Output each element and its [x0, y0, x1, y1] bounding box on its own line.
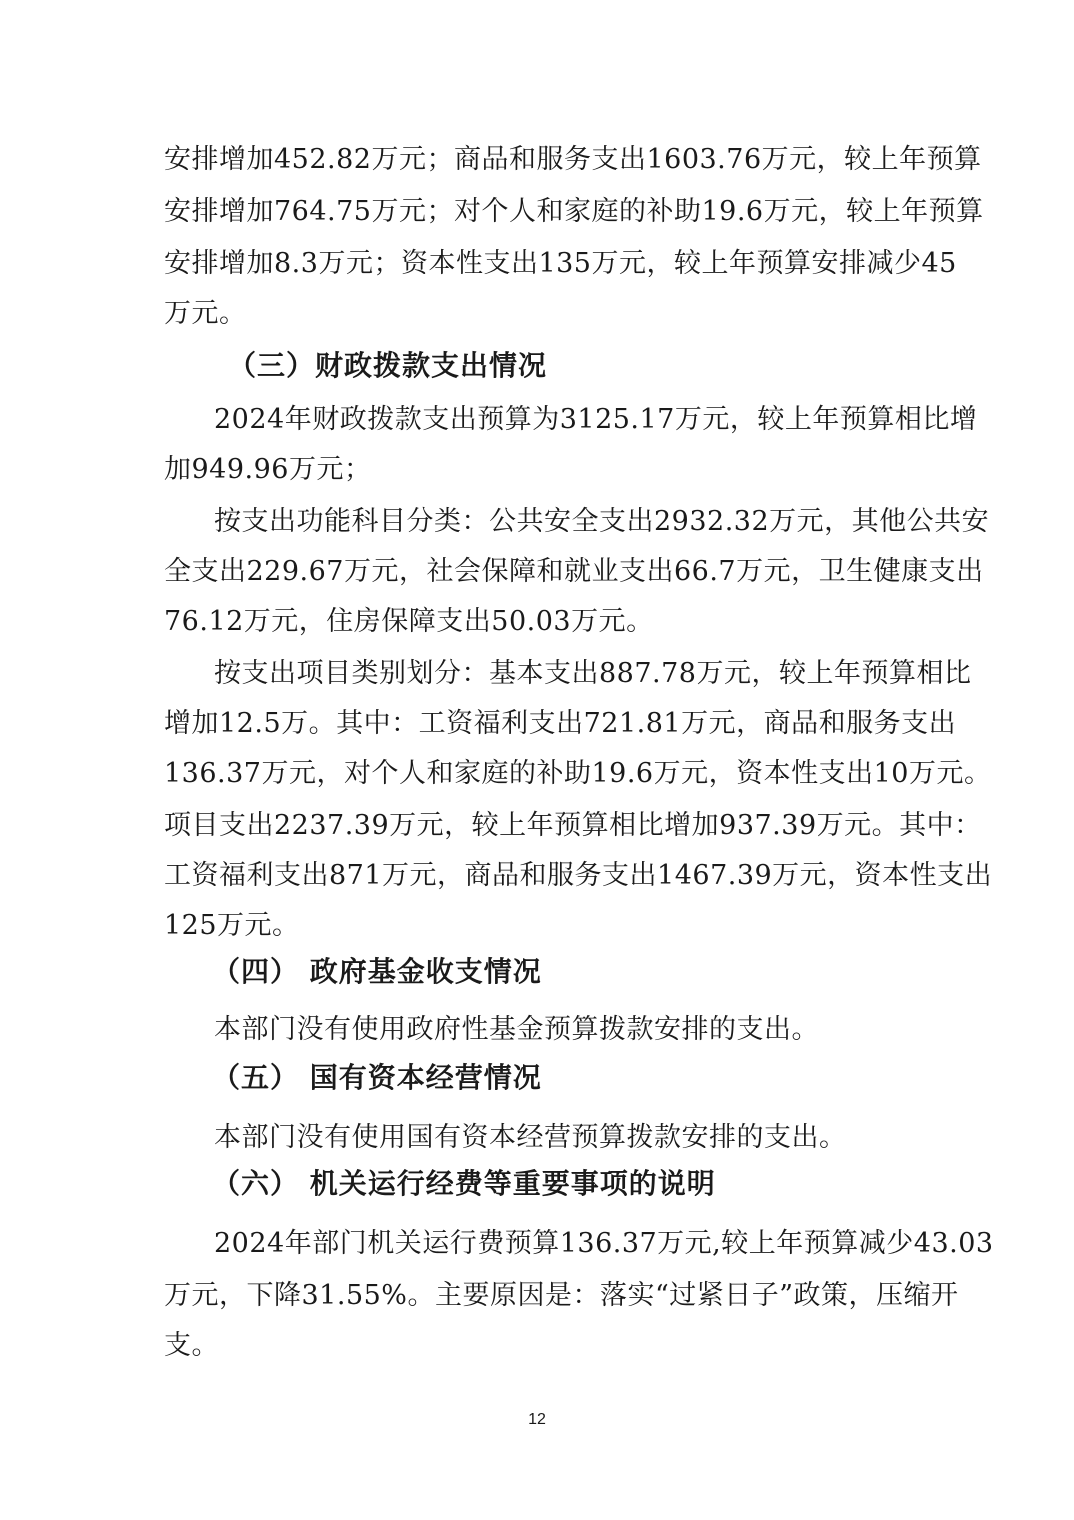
paragraph-line: 项目支出2237.39万元，较上年预算相比增加937.39万元。其中：	[164, 810, 982, 841]
section-heading: （三）财政拨款支出情况	[228, 349, 548, 382]
paragraph-line: 按支出项目类别划分：基本支出887.78万元，较上年预算相比	[214, 658, 972, 689]
paragraph-line: 按支出功能科目分类：公共安全支出2932.32万元，其他公共安	[214, 506, 990, 537]
paragraph-line: 本部门没有使用政府性基金预算拨款安排的支出。	[214, 1014, 819, 1045]
paragraph-line: 全支出229.67万元，社会保障和就业支出66.7万元，卫生健康支出	[164, 556, 984, 587]
paragraph-line: 2024年部门机关运行费预算136.37万元,较上年预算减少43.03	[214, 1228, 994, 1259]
paragraph-line: 万元。	[164, 298, 247, 329]
paragraph-line: 安排增加8.3万元；资本性支出135万元，较上年预算安排减少45	[164, 248, 957, 279]
paragraph-line: 增加12.5万。其中：工资福利支出721.81万元，商品和服务支出	[164, 708, 957, 739]
section-heading: （四） 政府基金收支情况	[212, 955, 542, 988]
paragraph-line: 工资福利支出871万元，商品和服务支出1467.39万元，资本性支出	[164, 860, 993, 891]
paragraph-line: 本部门没有使用国有资本经营预算拨款安排的支出。	[214, 1122, 847, 1153]
paragraph-line: 125万元。	[164, 910, 300, 941]
page-number: 12	[528, 1411, 546, 1428]
paragraph-line: 安排增加764.75万元；对个人和家庭的补助19.6万元，较上年预算	[164, 196, 984, 227]
paragraph-line: 2024年财政拨款支出预算为3125.17万元，较上年预算相比增	[214, 404, 978, 435]
paragraph-line: 136.37万元，对个人和家庭的补助19.6万元，资本性支出10万元。	[164, 758, 992, 789]
section-heading: （五） 国有资本经营情况	[212, 1061, 542, 1094]
paragraph-line: 76.12万元，住房保障支出50.03万元。	[164, 606, 654, 637]
paragraph-line: 万元，下降31.55%。主要原因是：落实“过紧日子”政策，压缩开	[164, 1280, 959, 1311]
paragraph-line: 加949.96万元；	[164, 454, 372, 485]
section-heading: （六） 机关运行经费等重要事项的说明	[212, 1167, 716, 1200]
paragraph-line: 安排增加452.82万元；商品和服务支出1603.76万元，较上年预算	[164, 144, 982, 175]
paragraph-line: 支。	[164, 1330, 219, 1361]
